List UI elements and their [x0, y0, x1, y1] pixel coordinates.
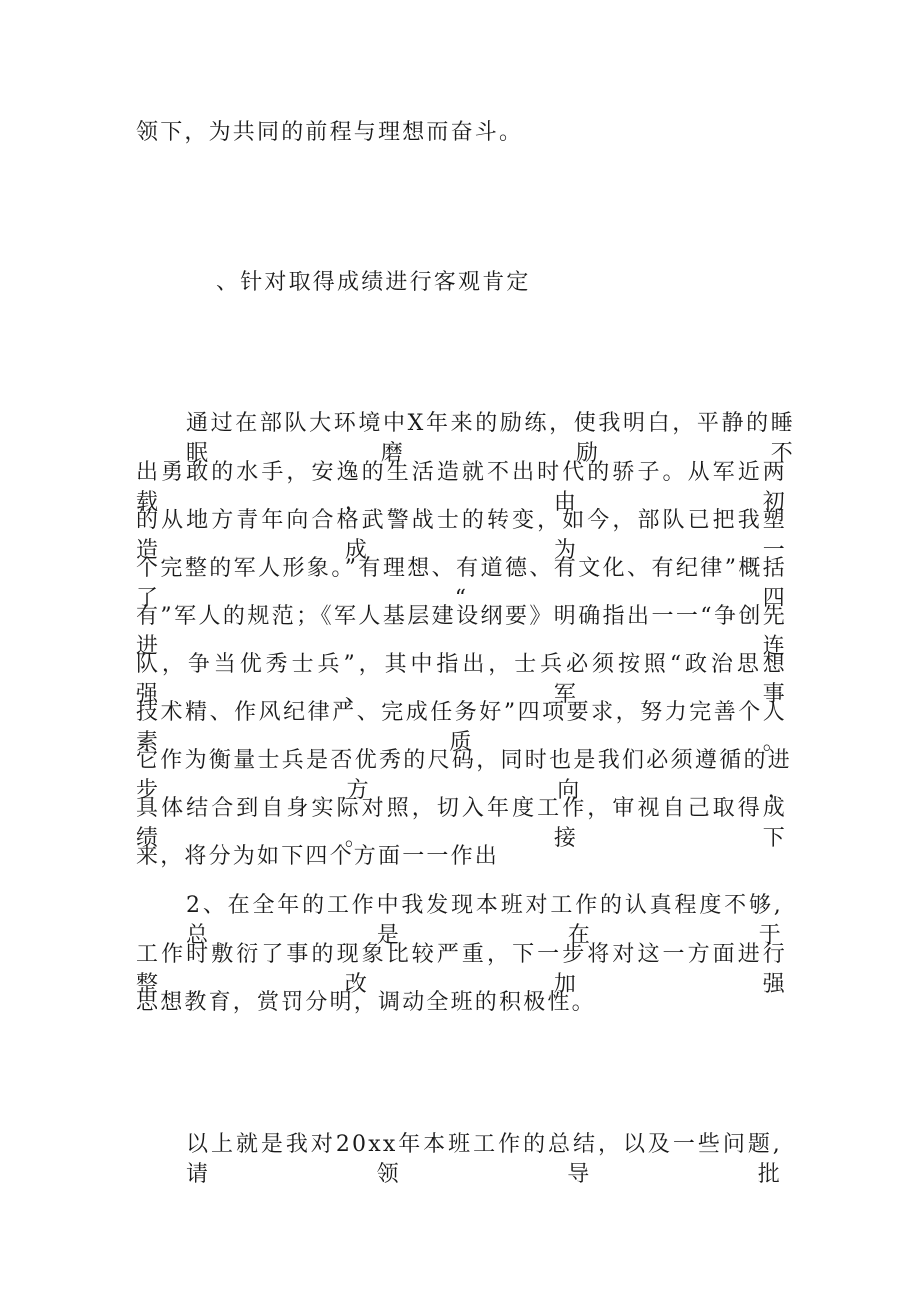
- paragraph-2-line: 工作时敷衍了事的现象比较严重，下一步将对这一方面进行整改加强: [136, 942, 787, 997]
- paragraph-1-line: 通过在部队大环境中X年来的励练，使我明白，平静的睡眠磨励不: [186, 411, 795, 466]
- paragraph-1-line: 它作为衡量士兵是否优秀的尺码，同时也是我们必须遵循的进步方向，: [136, 748, 792, 803]
- paragraph-1-line: 队，争当优秀士兵”，其中指出，士兵必须按照“政治思想强、军事: [136, 652, 787, 707]
- paragraph-1-line: 技术精、作风纪律严、完成任务好”四项要求，努力完善个人素质。: [136, 700, 787, 755]
- paragraph-2-line: 2、在全年的工作中我发现本班对工作的认真程度不够,总是在于: [186, 893, 783, 948]
- paragraph-1-line: 的从地方青年向合格武警战士的转变，如今，部队已把我塑造成为一: [136, 508, 787, 563]
- section-heading: 、针对取得成绩进行客观肯定: [216, 270, 531, 295]
- paragraph-2-line: 思想教育，赏罚分明，调动全班的积极性。: [136, 990, 596, 1015]
- closing-line: 以上就是我对20xx年本班工作的总结，以及一些问题,请领导批: [186, 1132, 782, 1187]
- paragraph-1-line: 出勇敢的水手，安逸的生活造就不出时代的骄子。从军近两载，由初: [136, 460, 787, 515]
- paragraph-1-line: 具体结合到自身实际对照，切入年度工作，审视自己取得成绩。接下: [136, 796, 787, 851]
- paragraph-1-line: 有”军人的规范；《军人基层建设纲要》明确指出一一“争创先进连: [136, 604, 787, 659]
- intro-tail-line: 领下，为共同的前程与理想而奋斗。: [136, 120, 524, 145]
- paragraph-1-line: 个完整的军人形象。”有理想、有道德、有文化、有纪律”概括了“四: [136, 556, 787, 611]
- paragraph-1-line: 来，将分为如下四个方面一一作出: [136, 844, 500, 869]
